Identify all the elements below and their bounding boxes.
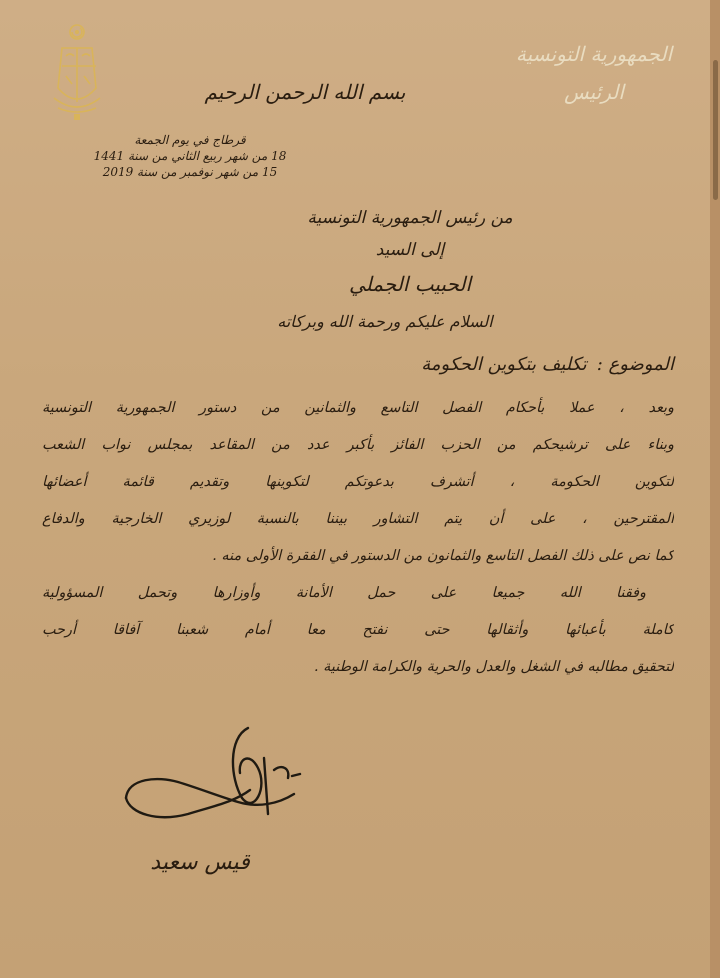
letterhead-country: الجمهورية التونسية	[515, 42, 673, 66]
basmala: بسم الله الرحمن الرحيم	[204, 80, 406, 104]
recipient-to: إلى السيد	[375, 240, 445, 260]
letterhead-office: الرئيس	[564, 80, 624, 104]
body-line: المقترحين ، على أن يتم التشاور بيننا بالنسبة لوزيري الخارجية والدفاع	[42, 511, 674, 527]
body-line: كاملة بأعبائها وأثقالها حتى نفتح معا أمام شعبنا آفاقا أرحب	[42, 622, 674, 638]
recipient-block	[150, 208, 670, 308]
scrollbar-thumb[interactable]	[713, 60, 718, 200]
date-gregorian: 15 من شهر نوفمبر من سنة 2019	[102, 165, 278, 179]
letter-body	[42, 390, 674, 686]
date-place-day: قرطاج في يوم الجمعة	[134, 133, 246, 147]
date-hijri: 18 من شهر ربيع الثاني من سنة 1441	[93, 149, 287, 163]
body-line: كما نص على ذلك الفصل التاسع والثمانون من الدستور في الفقرة الأولى منه .	[212, 548, 674, 564]
subject-text: تكليف بتكوين الحكومة	[421, 354, 587, 375]
signature-icon	[118, 718, 308, 828]
body-line: وفقنا الله جميعا على حمل الأمانة وأوزارها وتحمل المسؤولية	[42, 585, 646, 601]
body-line: لتحقيق مطالبه في الشغل والعدل والحرية والكرامة الوطنية .	[314, 659, 674, 675]
recipient-name: الحبيب الجملي	[348, 272, 472, 296]
greeting: السلام عليكم ورحمة الله وبركاته	[277, 312, 493, 331]
signer-name: قيس سعيد	[150, 850, 250, 875]
scrollbar[interactable]	[710, 0, 720, 978]
date-block	[40, 132, 340, 180]
recipient-from: من رئيس الجمهورية التونسية	[307, 208, 513, 228]
body-line: لتكوين الحكومة ، أتشرف بدعوتكم لتكوينها وتقديم قائمة أعضائها	[42, 474, 674, 490]
tunisia-emblem-icon	[44, 18, 110, 126]
subject-line	[421, 354, 674, 375]
body-line: وبناء على ترشيحكم من الحزب الفائز بأكبر عدد من المقاعد بمجلس نواب الشعب	[42, 437, 674, 453]
subject-label: الموضوع :	[596, 354, 674, 375]
letterhead	[494, 42, 694, 104]
body-line: وبعد ، عملا بأحكام الفصل التاسع والثمانين من دستور الجمهورية التونسية	[42, 400, 674, 416]
